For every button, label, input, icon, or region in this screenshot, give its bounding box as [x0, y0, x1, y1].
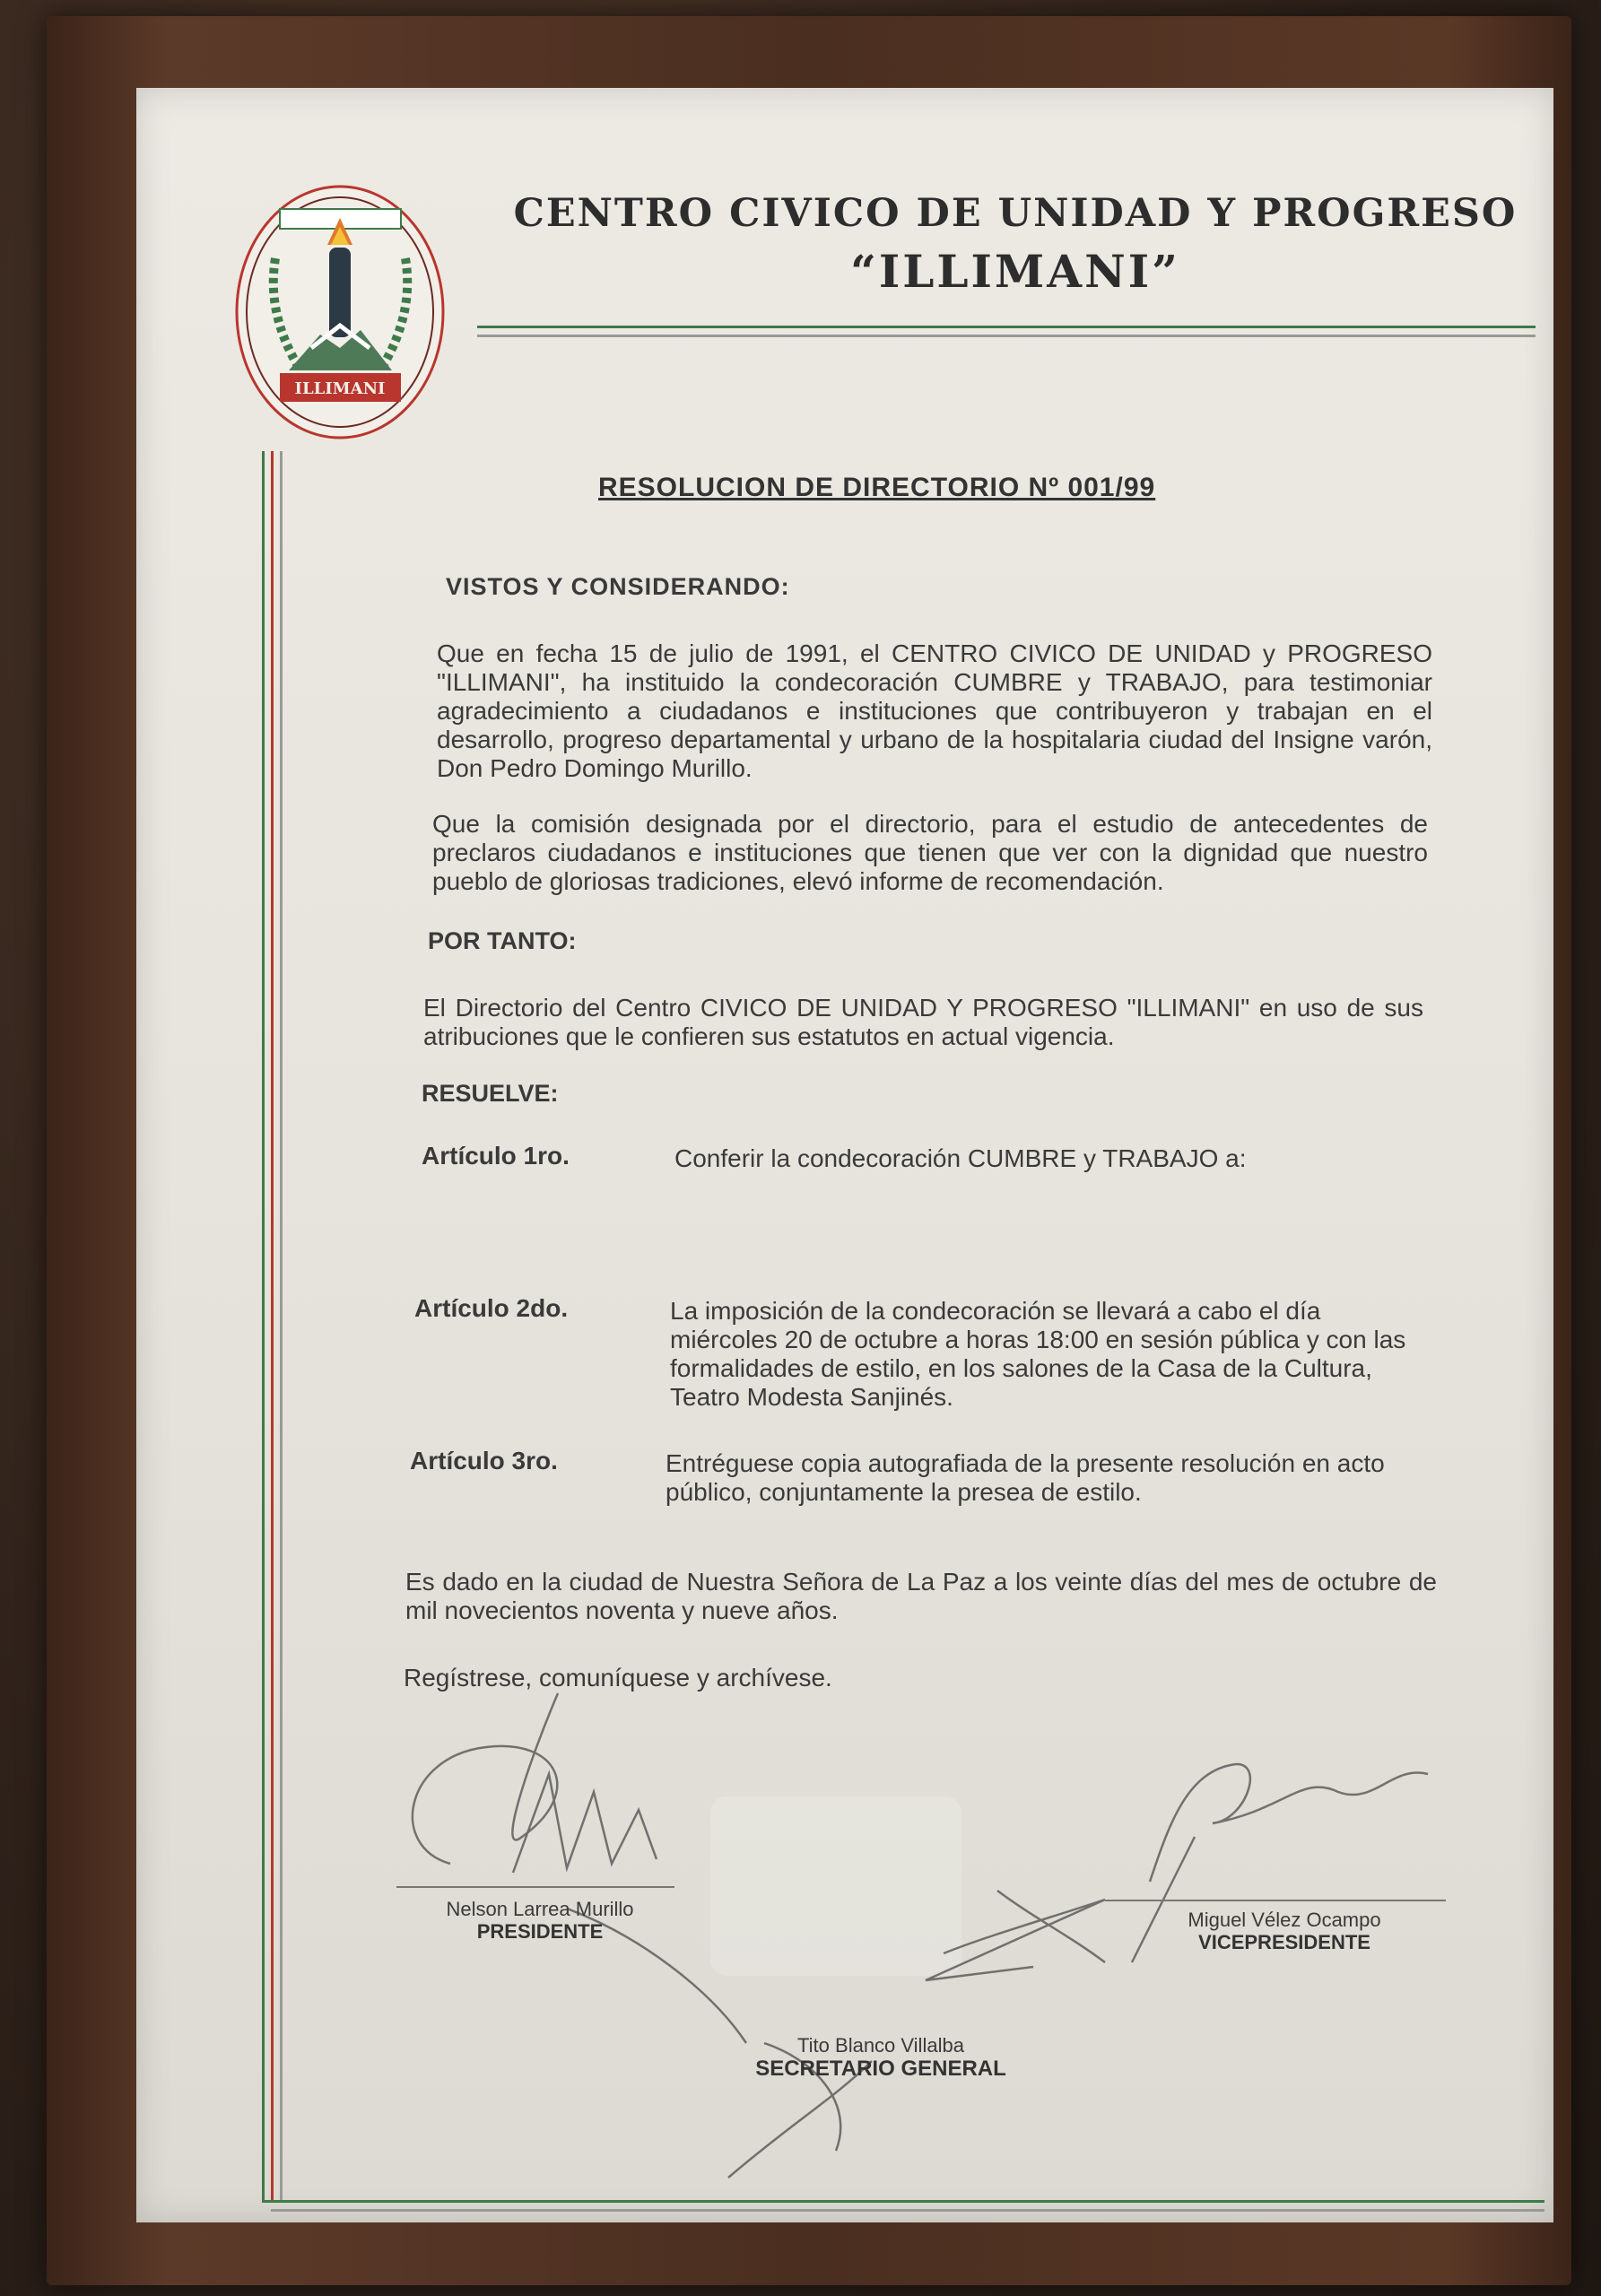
organization-subtitle: “ILLIMANI”	[850, 245, 1180, 298]
bottom-rule	[271, 2209, 1544, 2212]
illimani-emblem-icon	[231, 178, 450, 447]
article-label: Artículo 1ro.	[422, 1142, 570, 1170]
picture-frame	[47, 16, 1571, 2285]
considerando-paragraph: Que en fecha 15 de julio de 1991, el CENTRO CIVICO DE UNIDAD y PROGRESO "ILLIMANI", ha instituido la condecoración CUMBRE y TRABAJO, para testimoniar agradecimiento a ciudadanos e instituciones que contribuyeron y trabajan en el desarrollo, progreso departamental y urbano de la hospitalaria ciudad del Insigne varón, Don Pedro Domingo Murillo.	[437, 639, 1432, 782]
header-rule	[477, 335, 1536, 337]
article-label: Artículo 3ro.	[410, 1447, 558, 1474]
article-text: Conferir la condecoración CUMBRE y TRABAJO a:	[674, 1144, 1247, 1172]
header-rule	[477, 326, 1536, 328]
organization-name: CENTRO CIVICO DE UNIDAD Y PROGRESO	[513, 191, 1518, 236]
logo-banner-text: ILLIMANI	[294, 379, 386, 398]
resolution-title: RESOLUCION DE DIRECTORIO Nº 001/99	[598, 473, 1156, 502]
article-label: Artículo 2do.	[414, 1294, 569, 1322]
glass-glare	[710, 1796, 961, 1976]
signatory-name: Nelson Larrea Murillo	[446, 1898, 634, 1920]
section-heading-resuelve: RESUELVE:	[422, 1080, 559, 1107]
left-gray-stripe	[280, 451, 283, 2200]
signatory-role: PRESIDENTE	[476, 1920, 604, 1943]
signature-line	[1105, 1900, 1446, 1901]
section-heading-por-tanto: POR TANTO:	[428, 927, 577, 954]
section-heading-vistos: VISTOS Y CONSIDERANDO:	[446, 573, 790, 600]
por-tanto-paragraph: El Directorio del Centro CIVICO DE UNIDAD Y PROGRESO "ILLIMANI" en uso de sus atribuciones que le confieren sus estatutos en actual vigencia.	[423, 994, 1423, 1050]
article-text: La imposición de la condecoración se llevará a cabo el día miércoles 20 de octubre a horas 18:00 en sesión pública y con las formalidades de estilo, en los salones de la Casa de la Cultura, Teatro Modesta Sanjinés.	[670, 1297, 1406, 1411]
signatory-role: VICEPRESIDENTE	[1198, 1931, 1370, 1953]
signatory-role: SECRETARIO GENERAL	[755, 2057, 1006, 2081]
closing-paragraph: Es dado en la ciudad de Nuestra Señora de La Paz a los veinte días del mes de octubre de mil novecientos noventa y nueve años.	[405, 1568, 1437, 1624]
signatory-name: Tito Blanco Villalba	[797, 2034, 964, 2057]
certificate-paper	[136, 88, 1553, 2222]
bottom-rule	[262, 2200, 1544, 2203]
left-red-stripe	[271, 451, 274, 2200]
considerando-paragraph: Que la comisión designada por el directorio, para el estudio de antecedentes de preclaros ciudadanos e instituciones que tienen que ver con la dignidad que nuestro pueblo de gloriosas tradiciones, elevó informe de recomendación.	[432, 810, 1428, 895]
signature-line	[396, 1886, 674, 1888]
register-line: Regístrese, comuníquese y archívese.	[404, 1664, 832, 1692]
article-text: Entréguese copia autografiada de la presente resolución en acto público, conjuntamente la presea de estilo.	[666, 1449, 1385, 1506]
signatory-name: Miguel Vélez Ocampo	[1188, 1909, 1381, 1931]
left-green-stripe	[262, 451, 265, 2200]
